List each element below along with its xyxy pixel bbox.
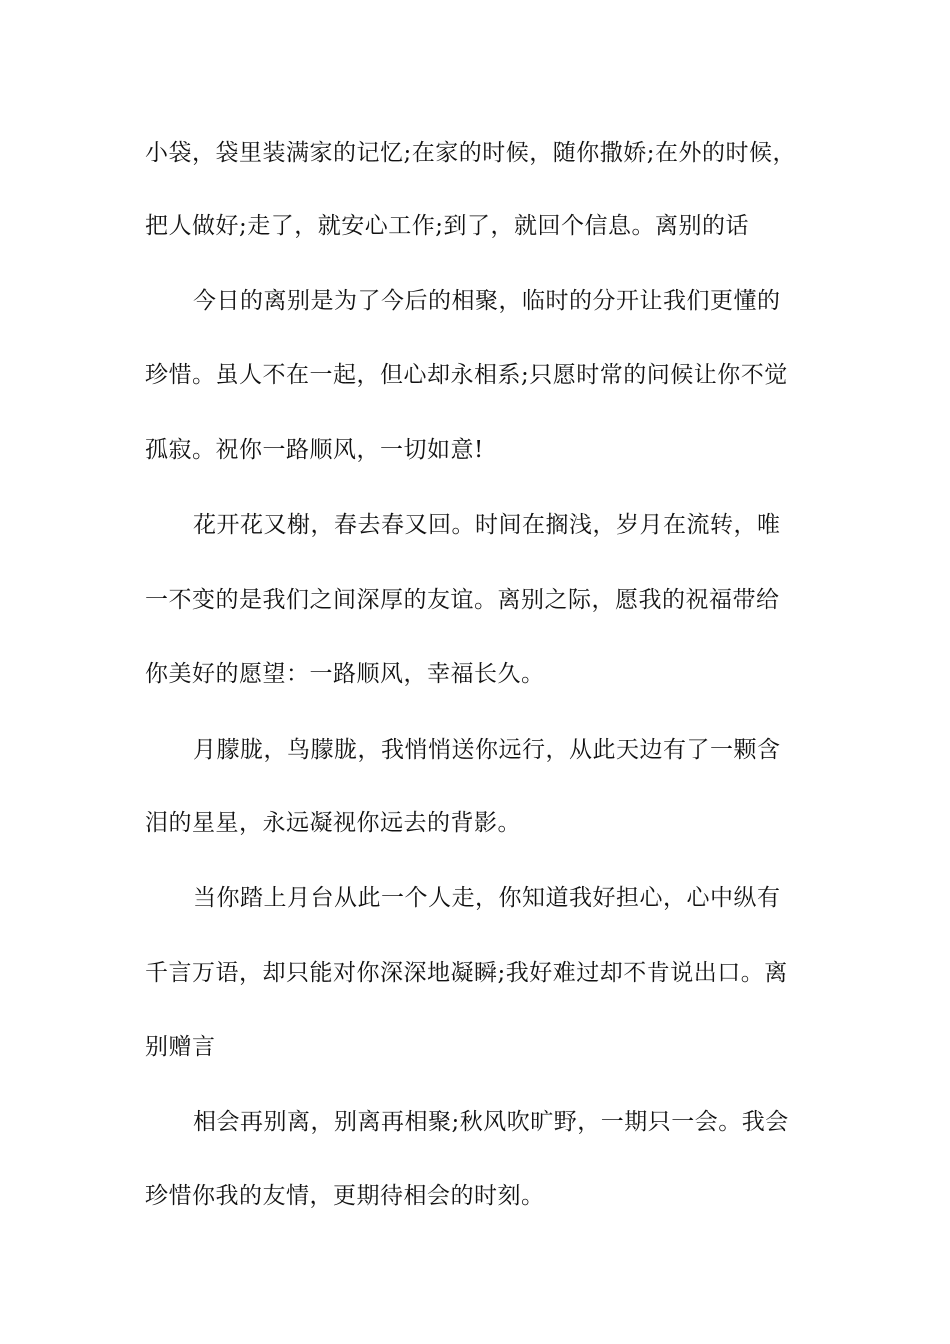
text-line-5: 孤寂。祝你一路顺风，一切如意! [145, 437, 484, 463]
text-line-6: 花开花又榭，春去春又回。时间在搁浅，岁月在流转，唯 [193, 512, 781, 538]
text-line-11: 当你踏上月台从此一个人走，你知道我好担心，心中纵有 [193, 885, 781, 911]
text-line-7: 一不变的是我们之间深厚的友谊。离别之际，愿我的祝福带给 [145, 587, 780, 613]
text-line-12: 千言万语，却只能对你深深地凝瞬;我好难过却不肯说出口。离 [145, 960, 788, 986]
text-line-8: 你美好的愿望：一路顺风，幸福长久。 [145, 661, 545, 687]
text-line-14: 相会再别离，别离再相聚;秋风吹旷野，一期只一会。我会 [193, 1109, 789, 1135]
text-line-3: 今日的离别是为了今后的相聚，临时的分开让我们更懂的 [193, 288, 781, 314]
text-line-2: 把人做好;走了，就安心工作;到了，就回个信息。离别的话 [145, 213, 749, 239]
text-line-15: 珍惜你我的友情，更期待相会的时刻。 [145, 1183, 545, 1209]
text-line-10: 泪的星星，永远凝视你远去的背影。 [145, 810, 521, 836]
text-line-4: 珍惜。虽人不在一起，但心却永相系;只愿时常的问候让你不觉 [145, 362, 788, 388]
text-line-9: 月朦胧，鸟朦胧，我悄悄送你远行，从此天边有了一颗含 [193, 737, 781, 763]
text-line-13: 别赠言 [145, 1034, 216, 1060]
text-line-1: 小袋，袋里装满家的记忆;在家的时候，随你撒娇;在外的时候， [145, 140, 796, 166]
